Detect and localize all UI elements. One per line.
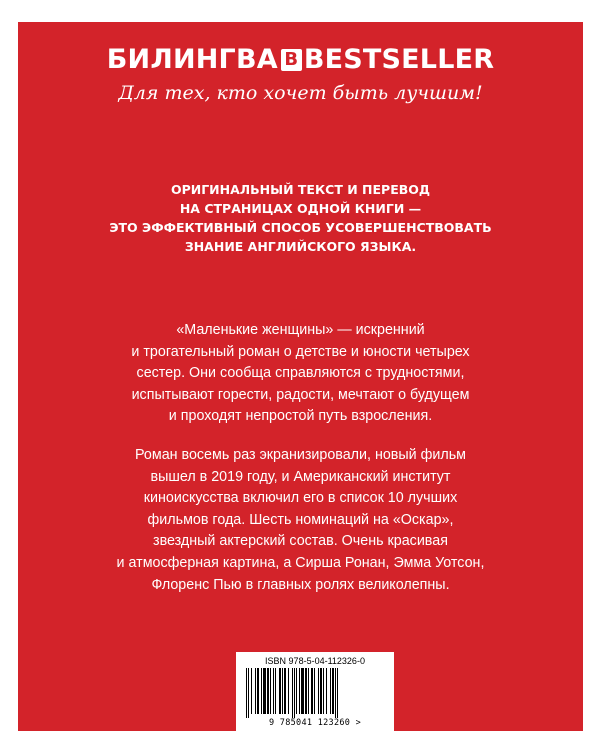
barcode-panel xyxy=(236,652,394,731)
intro-block xyxy=(18,180,583,256)
paragraph-line: испытывают горести, радости, мечтают о будущем xyxy=(131,386,470,403)
paragraph-line: фильмов года. Шесть номинаций на «Оскар», xyxy=(147,511,454,528)
series-tagline: Для тех, кто хочет быть лучшим! xyxy=(118,82,483,104)
paragraph-line: и трогательный роман о детстве и юности четырех xyxy=(131,343,470,360)
barcode-icon xyxy=(244,668,386,718)
paragraph-line: Роман восемь раз экранизировали, новый фильм xyxy=(135,447,466,463)
intro-line: ЭТО ЭФФЕКТИВНЫЙ СПОСОБ УСОВЕРШЕНСТВОВАТЬ xyxy=(109,220,492,235)
back-cover xyxy=(18,22,583,731)
description-paragraph-2 xyxy=(18,445,583,596)
paragraph-line: вышел в 2019 году, и Американский институт xyxy=(150,468,451,485)
paragraph-line: и атмосферная картина, а Сирша Ронан, Эмма Уотсон, xyxy=(116,554,485,571)
paragraph-line: Флоренс Пью в главных ролях великолепны. xyxy=(151,576,450,593)
series-logo-left: БИЛИНГВА xyxy=(106,44,278,75)
paragraph-line: «Маленькие женщины» — искренний xyxy=(176,322,425,338)
isbn-label: ISBN 978-5-04-112326-0 xyxy=(265,656,365,666)
intro-line: НА СТРАНИЦАХ ОДНОЙ КНИГИ — xyxy=(179,201,422,216)
paragraph-line: киноискусства включил его в список 10 лучших xyxy=(143,490,458,507)
paragraph-line: и проходят непростой путь взросления. xyxy=(168,408,433,425)
series-logo-badge: B xyxy=(281,49,302,71)
series-logo xyxy=(18,46,583,73)
intro-line: ЗНАНИЕ АНГЛИЙСКОГО ЯЗЫКА. xyxy=(184,239,417,254)
paragraph-line: звездный актерский состав. Очень красивая xyxy=(153,533,448,550)
description-paragraph-1 xyxy=(18,320,583,428)
intro-line: ОРИГИНАЛЬНЫЙ ТЕКСТ И ПЕРЕВОД xyxy=(170,182,431,197)
paragraph-line: сестер. Они сообща справляются с трудностями, xyxy=(136,365,465,382)
barcode-digits: 9 785041 123260 > xyxy=(268,718,362,728)
series-logo-right: BESTSELLER xyxy=(303,44,495,75)
